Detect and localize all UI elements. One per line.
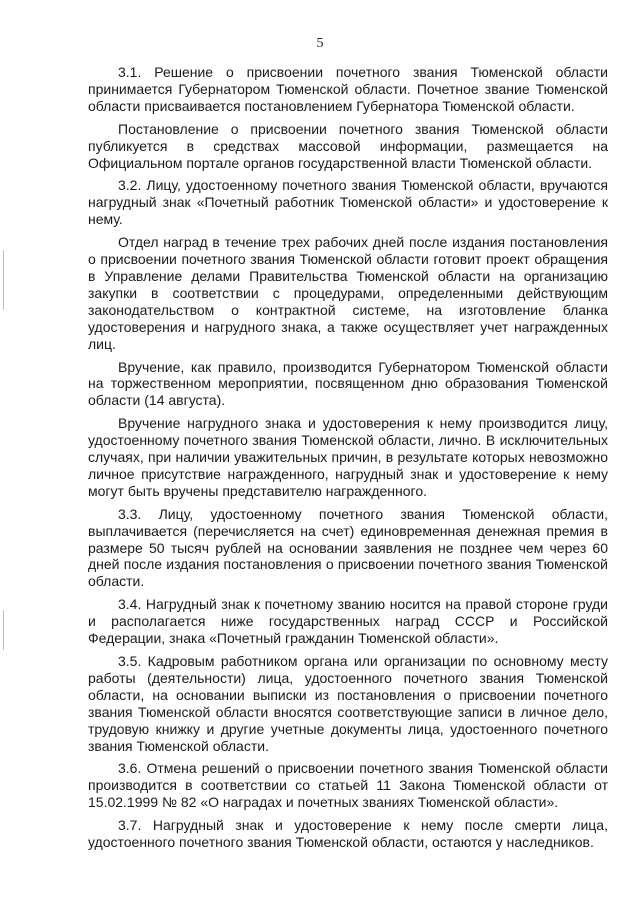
scan-margin-mark — [3, 610, 4, 650]
paragraph-publication: Постановление о присвоении почетного звания Тюменской области публикуется в средствах массовой информации, размещается на Официальном портале органов государственной власти Тюменской области. — [88, 120, 608, 171]
paragraph-3-3: 3.3. Лицу, удостоенному почетного звания Тюменской области, выплачивается (перечисляется на счет) единовременная денежная премия в размере 50 тысяч рублей на основании заявления не позднее чем через 60 дней после издания постановления о присвоении почетного звания Тюменской области. — [88, 505, 608, 590]
paragraph-ceremony: Вручение, как правило, производится Губернатором Тюменской области на торжественном мероприятии, посвященном дню образования Тюменской области (14 августа). — [88, 358, 608, 409]
scan-margin-mark — [3, 250, 4, 310]
paragraph-presentation: Вручение нагрудного знака и удостоверения к нему производится лицу, удостоенному почетного звания Тюменской области, лично. В исключительных случаях, при наличии уважительных причин, в результате которых невозможно личное присутствие награжденного, нагрудный знак и удостоверение к нему могут быть вручены представителю награжденного. — [88, 415, 608, 499]
paragraph-3-6: 3.6. Отмена решений о присвоении почетного звания Тюменской области производится в соответствии со статьей 11 Закона Тюменской области от 15.02.1999 № 82 «О наградах и почетных званиях Тюменской области». — [88, 760, 608, 811]
paragraph-3-7: 3.7. Нагрудный знак и удостоверение к нему после смерти лица, удостоенного почетного звания Тюменской области, остаются у наследников. — [88, 817, 608, 851]
paragraph-3-5: 3.5. Кадровым работником органа или организации по основному месту работы (деятельности) лица, удостоенного почетного звания Тюменской области, на основании выписки из постановления о присвоении почетного звания Тюменской области вносятся соответствующие записи в личное дело, трудовую книжку и другие учетные документы лица, удостоенного почетного звания Тюменской области. — [88, 653, 608, 754]
paragraph-3-1: 3.1. Решение о присвоении почетного звания Тюменской области принимается Губернатором Тюменской области. Почетное звание Тюменской области присваивается постановлением Губернатора Тюменской области. — [88, 64, 608, 114]
paragraph-awards-department: Отдел наград в течение трех рабочих дней после издания постановления о присвоении почетного звания Тюменской области готовит проект обращения в Управление делами Правительства Тюменской области на организацию закупки в соответствии с процедурами, определенными действующим законодательством о контрактной системе, на изготовление бланка удостоверения и нагрудного знака, а также осуществляет учет награжденных лиц. — [88, 234, 608, 352]
paragraph-3-4: 3.4. Нагрудный знак к почетному званию носится на правой стороне груди и располагается ниже государственных наград СССР и Российской Федерации, знака «Почетный гражданин Тюменской области». — [88, 596, 608, 647]
page-number: 5 — [316, 36, 324, 51]
document-body — [88, 64, 608, 857]
paragraph-3-2: 3.2. Лицу, удостоенному почетного звания Тюменской области, вручаются нагрудный знак «Почетный работник Тюменской области» и удостоверение к нему. — [88, 177, 608, 228]
